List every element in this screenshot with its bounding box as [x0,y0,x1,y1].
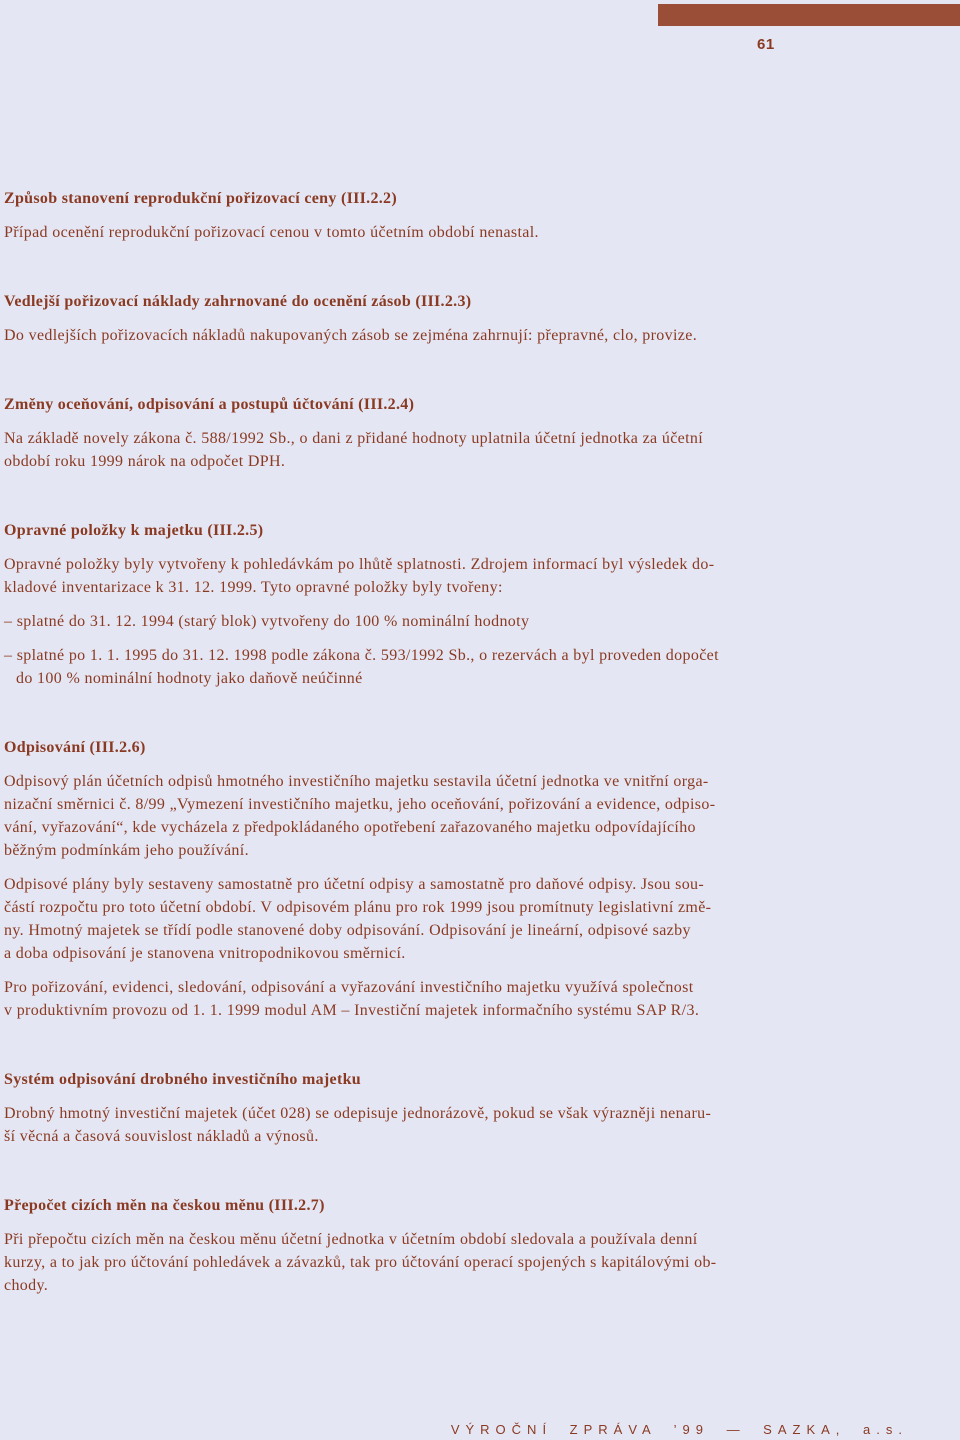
paragraph [4,553,904,599]
body-line: nizační směrnici č. 8/99 „Vymezení investičního majetku, jeho oceňování, pořizování a evidence, odpiso- [4,796,716,813]
body-line: Pro pořizování, evidenci, sledování, odpisování a vyřazování investičního majetku využívá společnost [4,979,694,996]
section-allowances [4,519,904,690]
body-line: Odpisové plány byly sestaveny samostatně pro účetní odpisy a samostatně pro daňové odpisy. Jsou sou- [4,876,705,893]
body-line: chody. [4,1277,49,1294]
body-line: kladové inventarizace k 31. 12. 1999. Tyto opravné položky byly tvořeny: [4,579,503,596]
paragraph [4,1228,904,1297]
section-heading: Změny oceňování, odpisování a postupů účtování (III.2.4) [4,396,415,413]
body-line: vání, vyřazování“, kde vycházela z předpokládaného opotřebení zařazovaného majetku odpovídajícího [4,819,696,836]
body-line: kurzy, a to jak pro účtování pohledávek a závazků, tak pro účtování operací spojených s kapitálovými ob- [4,1254,717,1271]
body-line: Případ ocenění reprodukční pořizovací cenou v tomto účetním období nenastal. [4,224,539,241]
list-item [4,644,904,690]
paragraph [4,221,904,244]
section-currency-conversion [4,1194,904,1297]
paragraph [4,1102,904,1148]
body-line: a doba odpisování je stanovena vnitropodnikovou směrnicí. [4,945,406,962]
body-line: Opravné položky byly vytvořeny k pohledávkám po lhůtě splatnosti. Zdrojem informací byl výsledek do- [4,556,715,573]
section-heading: Způsob stanovení reprodukční pořizovací ceny (III.2.2) [4,190,397,207]
paragraph [4,976,904,1022]
footer-running-title: VÝROČNÍ ZPRÁVA ’99 — SAZKA, a.s. [450,1422,908,1437]
paragraph [4,324,904,347]
body-line: částí rozpočtu pro toto účetní období. V odpisovém plánu pro rok 1999 jsou promítnuty legislativní změ- [4,899,712,916]
body-line: Při přepočtu cizích měn na českou měnu účetní jednotka v účetním období sledovala a používala denní [4,1231,698,1248]
document-body [4,187,904,1297]
page-number: 61 [757,36,775,53]
section-small-assets [4,1068,904,1148]
body-line: Do vedlejších pořizovacích nákladů nakupovaných zásob se zejména zahrnují: přepravné, clo, provize. [4,327,698,344]
section-heading: Přepočet cizích měn na českou měnu (III.2.7) [4,1197,325,1214]
section-heading: Odpisování (III.2.6) [4,739,146,756]
section-heading: Vedlejší pořizovací náklady zahrnované do ocenění zásob (III.2.3) [4,293,472,310]
section-heading: Opravné položky k majetku (III.2.5) [4,522,264,539]
list-item-line: – splatné po 1. 1. 1995 do 31. 12. 1998 podle zákona č. 593/1992 Sb., o rezervách a byl proveden dopočet [4,647,719,664]
body-line: ší věcná a časová souvislost nákladů a výnosů. [4,1128,319,1145]
body-line: v produktivním provozu od 1. 1. 1999 modul AM – Investiční majetek informačního systému SAP R/3. [4,1002,700,1019]
section-reproduction-cost [4,187,904,244]
list-item-line: do 100 % nominální hodnoty jako daňově neúčinné [16,670,363,687]
section-valuation-changes [4,393,904,473]
header-accent-bar [658,4,960,26]
paragraph [4,427,904,473]
section-heading: Systém odpisování drobného investičního majetku [4,1071,361,1088]
paragraph [4,770,904,862]
body-line: ny. Hmotný majetek se třídí podle stanovené doby odpisování. Odpisování je lineární, odpisové sazby [4,922,691,939]
body-line: Na základě novely zákona č. 588/1992 Sb., o dani z přidané hodnoty uplatnila účetní jednotka za účetní [4,430,704,447]
body-line: běžným podmínkám jeho používání. [4,842,249,859]
section-acquisition-costs [4,290,904,347]
body-line: Odpisový plán účetních odpisů hmotného investičního majetku sestavila účetní jednotka ve vnitřní orga- [4,773,709,790]
body-line: Drobný hmotný investiční majetek (účet 028) se odepisuje jednorázově, pokud se však výrazněji nenaru- [4,1105,712,1122]
section-depreciation [4,736,904,1022]
list-item [4,610,904,633]
paragraph [4,873,904,965]
body-line: období roku 1999 nárok na odpočet DPH. [4,453,286,470]
list-item-line: – splatné do 31. 12. 1994 (starý blok) vytvořeny do 100 % nominální hodnoty [4,613,530,630]
